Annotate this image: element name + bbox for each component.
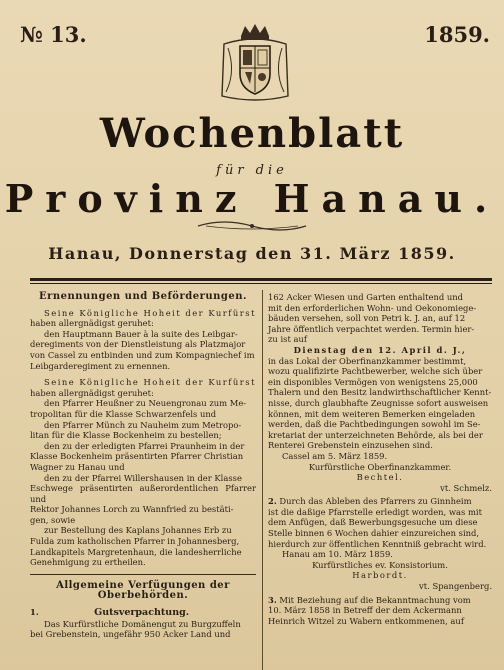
issue-number: № 13. [20, 22, 87, 47]
notice-item-2: 2. Durch das Ableben des Pfarrers zu Ginnheim ist die daßige Pfarrstelle erledigt worden, was mit dem Anfügen, daß Bewerbungsgesuche um diese Stelle binnen 6 Wochen dahier einzureichen sind, hierdurch zur öffentlichen Kenntniß gebracht wird. Hanau am 10. März 1859. Kurfürstliches ev. Konsistorium. Harbordt. vt. Spangenberg. [268, 496, 492, 592]
item-number: 2. [268, 496, 277, 507]
signature-secondary: vt. Schmelz. [440, 482, 492, 493]
item-number: 3. [268, 594, 277, 605]
masthead-title: Wochenblatt [99, 110, 405, 157]
appointment-paragraph-1: Seine Königliche Hoheit der Kurfürst haben allergnädigst geruhet: den Hauptmann Bauer à la suite des Leibgar- deregiments von der Dienstleistung als Platzmajor von Cassel zu entbinden und zum Kompagniechef im Leibgarderegiment zu ernennen. [30, 307, 256, 371]
issuing-authority: Kurfürstliches ev. Konsistorium. [312, 559, 448, 570]
issue-year: 1859. [424, 22, 490, 47]
right-column [268, 292, 492, 626]
section-heading-appointments: Ernennungen und Beförderungen. [38, 291, 248, 302]
notice-item-3: 3. Mit Beziehung auf die Bekanntmachung vom 10. März 1858 in Betreff der dem Ackermann Heinrich Witzel zu Wabern entkommenen, auf [268, 594, 471, 626]
auction-date: Dienstag den 12. April d. J., [293, 344, 467, 355]
column-divider [262, 290, 263, 670]
masthead-subtitle: für die [216, 163, 288, 178]
notice-item-1: 1. Gutsverpachtung. Das Kurfürstliche Domänengut zu Burgzuffeln bei Grebenstein, ungefähr 950 Acker Land und [30, 607, 241, 640]
dateline: Hanau, Donnerstag den 31. März 1859. [48, 244, 456, 263]
header-rule [30, 278, 492, 281]
left-column [30, 292, 256, 640]
item-title: Gutsverpachtung. [94, 607, 190, 619]
appointment-paragraph-2: Seine Königliche Hoheit der Kurfürst haben allergnädigst geruhet: den Pfarrer Heußner zu Neuengronau zum Me- tropolitan für die Klasse Schwarzenfels und den Pfarrer Münch zu Nauheim zum Metropo- litan für die Klasse Bockenheim zu bestellen; den zu der erledigten Pfarrei Praunheim in der Klasse Bockenheim präsentirten Pfarrer Christian Wagner zu Hanau und den zu der Pfarrei Willershausen in der Klasse Eschwege präsentirten außerordentlichen Pfarrer und Rektor Johannes Lorch zu Wannfried zu bestäti- gen, sowie zur Bestellung des Kaplans Johannes Erb zu Fulda zum katholischen Pfarrer in Johannesberg, Landkapitels Margretenhaun, die landesherrliche Genehmigung zu ertheilen. [30, 377, 256, 568]
masthead-region: Provinz Hanau. [4, 176, 500, 221]
signature: Bechtel. [356, 472, 404, 483]
section-heading-general-orders: Allgemeine Verfügungen der Oberbehörden. [56, 579, 230, 602]
place-date: Hanau am 10. März 1859. [282, 549, 393, 560]
ornament-icon [196, 218, 308, 234]
place-date: Cassel am 5. März 1859. [282, 450, 388, 461]
header-rule-thin [30, 283, 492, 284]
signature: Harbordt. [352, 570, 408, 581]
lease-notice-continued: 162 Acker Wiesen und Garten enthaltend und mit den erforderlichen Wohn- und Oekonomiege- bäuden versehen, soll von Petri k. J. an, auf 12 Jahre öffentlich verpachtet werden. Termin hier- zu ist auf Dienstag den 12. April d. J., in das Lokal der Oberfinanzkammer bestimmt, wozu qualifizirte Pachtbewerber, welche sich über ein disponibles Vermögen von wenigstens 25,000 Thalern und den Besitz landwirthschaftlicher Kennt- nisse, durch glaubhafte Zeugnisse sofort ausweisen können, mit dem weiteren Bemerken eingeladen werden, daß die Pachtbedingungen sowohl im Se- kretariat der unterzeichneten Behörde, als bei der Renterei Grebenstein einzusehen sind. Cassel am 5. März 1859. Kurfürstliche Oberfinanzkammer. Bechtel. vt. Schmelz. [268, 292, 492, 493]
item-number: 1. [30, 607, 39, 618]
coat-of-arms-icon [216, 22, 294, 104]
issuing-authority: Kurfürstliche Oberfinanzkammer. [308, 461, 452, 472]
signature-secondary: vt. Spangenberg. [419, 581, 492, 592]
section-rule [30, 574, 256, 575]
